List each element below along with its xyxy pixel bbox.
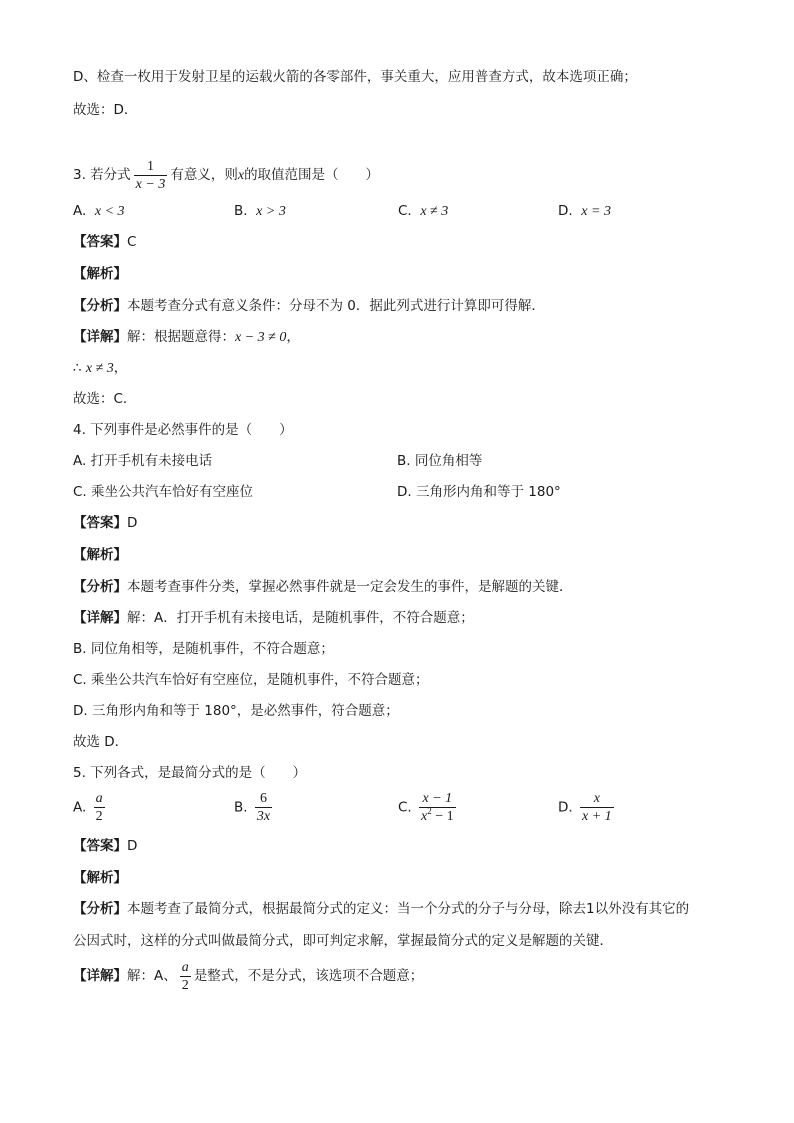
q4-xiangjie-d: D. 三角形内角和等于 180°，是必然事件，符合题意；: [73, 703, 399, 719]
q3-fenxi: 【分析】本题考查分式有意义条件：分母不为 0．据此列式进行计算即可得解．: [73, 298, 545, 314]
line-choose-d: 故选：D．: [73, 102, 138, 118]
q5-fenxi-1: 【分析】本题考查了最简分式，根据最简分式的定义：当一个分式的分子与分母，除去1以外没有其它的: [73, 901, 690, 917]
question-3: 3. 若分式 $\frac{1}{x - 3}$ 有意义，则x的取值范围是（ ）: [73, 158, 380, 192]
q3-analysis-heading: 【解析】: [73, 266, 127, 282]
q3-option-d: D. x = 3: [558, 203, 611, 219]
q4-analysis-heading: 【解析】: [73, 547, 127, 563]
q4-option-b: B. 同位角相等: [397, 453, 483, 469]
line-d-option-explanation: D、检查一枚用于发射卫星的运载火箭的各零部件，事关重大，应用普查方式，故本选项正确；: [73, 69, 637, 85]
q4-fenxi: 【分析】本题考查事件分类，掌握必然事件就是一定会发生的事件，是解题的关键．: [73, 579, 573, 595]
q3-xiangjie: 【详解】解：根据题意得：x − 3 ≠ 0，: [73, 329, 300, 345]
q3-answer: 【答案】C: [73, 234, 137, 250]
q4-choose: 故选 D．: [73, 734, 129, 750]
q4-option-a: A. 打开手机有未接电话: [73, 453, 213, 469]
q5-option-c: C. $\frac{x - 1}{x^2 - 1}$: [398, 791, 454, 824]
q5-answer: 【答案】D: [73, 838, 138, 854]
q4-xiangjie: 【详解】解：A．打开手机有未接电话，是随机事件，不符合题意；: [73, 610, 474, 626]
q4-option-d: D. 三角形内角和等于 180°: [397, 484, 561, 500]
q4-xiangjie-c: C. 乘坐公共汽车恰好有空座位，是随机事件，不符合题意；: [73, 672, 429, 688]
q5-option-a: A. $\frac{a}{2}$: [73, 791, 103, 824]
q3-therefore: ∴ x ≠ 3，: [73, 360, 128, 376]
q3-choose: 故选：C．: [73, 391, 137, 407]
q4-answer: 【答案】D: [73, 515, 138, 531]
q4-option-c: C. 乘坐公共汽车恰好有空座位: [73, 484, 254, 500]
q3-option-a: A. x < 3: [73, 203, 125, 219]
q5-option-b: B. $\frac{6}{3x}$: [234, 791, 271, 824]
q5-option-d: D. $\frac{x}{x + 1}$: [558, 791, 612, 824]
q3-option-c: C. x ≠ 3: [398, 203, 449, 219]
question-5: 5. 下列各式，是最简分式的是（ ）: [73, 765, 307, 781]
fraction-1-over-x-3: $\frac{1}{x - 3}$: [135, 158, 166, 192]
q5-analysis-heading: 【解析】: [73, 870, 127, 886]
q5-xiangjie: 【详解】解：A、 $\frac{a}{2}$ 是整式，不是分式，该选项不合题意；: [73, 959, 424, 993]
q4-xiangjie-b: B. 同位角相等，是随机事件，不符合题意；: [73, 641, 334, 657]
question-4: 4. 下列事件是必然事件的是（ ）: [73, 422, 293, 438]
q3-option-b: B. x > 3: [234, 203, 286, 219]
q5-fenxi-2: 公因式时，这样的分式叫做最简分式，即可判定求解，掌握最简分式的定义是解题的关键．: [73, 933, 613, 949]
